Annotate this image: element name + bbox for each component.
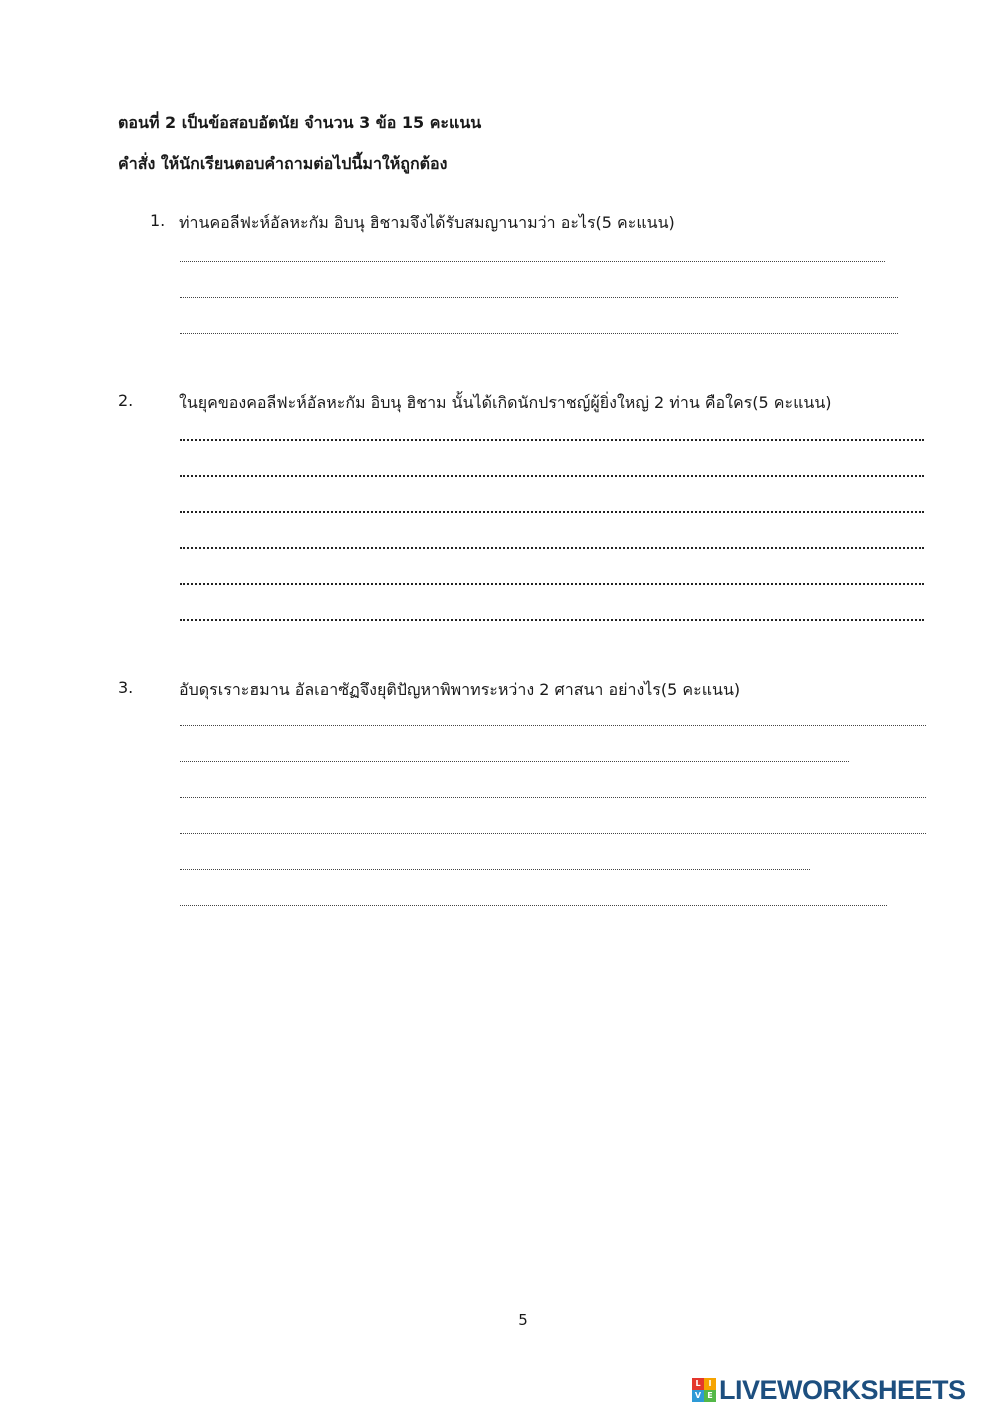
answer-line-2-4[interactable]	[180, 547, 924, 549]
liveworksheets-logo-icon: L I V E	[692, 1378, 716, 1402]
answer-line-1-1[interactable]	[180, 261, 885, 262]
answer-line-3-2[interactable]	[180, 761, 849, 762]
answer-line-3-6[interactable]	[180, 905, 887, 906]
answer-line-1-2[interactable]	[180, 297, 898, 298]
answer-line-3-3[interactable]	[180, 797, 926, 798]
question-1-text: ท่านคอลีฟะห์อัลหะกัม อิบนุ ฮิชามจึงได้รับสมญานามว่า อะไร(5 คะแนน)	[179, 213, 675, 232]
question-3-number: 3.	[118, 678, 134, 697]
question-1-number: 1.	[150, 211, 166, 230]
answer-line-2-3[interactable]	[180, 511, 924, 513]
logo-text: LIVEWORKSHEETS	[719, 1374, 966, 1405]
answer-line-2-2[interactable]	[180, 475, 924, 477]
answer-line-3-5[interactable]	[180, 869, 810, 870]
answer-line-3-4[interactable]	[180, 833, 926, 834]
question-2-number: 2.	[118, 391, 134, 410]
page-number: 5	[518, 1311, 528, 1329]
question-2-text: ในยุคของคอลีฟะห์อัลหะกัม อิบนุ ฮิชาม นั้นได้เกิดนักปราชญ์ผู้ยิ่งใหญ่ 2 ท่าน คือใคร(5 คะแนน)	[179, 393, 832, 412]
answer-line-1-3[interactable]	[180, 333, 898, 334]
instruction-text: คำสั่ง ให้นักเรียนตอบคำถามต่อไปนี้มาให้ถูกต้อง	[118, 154, 448, 173]
question-3-text: อับดุรเราะฮมาน อัลเอาซัฏจึงยุติปัญหาพิพาทระหว่าง 2 ศาสนา อย่างไร(5 คะแนน)	[179, 680, 741, 699]
answer-line-2-1[interactable]	[180, 439, 924, 441]
answer-line-2-5[interactable]	[180, 583, 924, 585]
answer-line-2-6[interactable]	[180, 619, 924, 621]
section-title: ตอนที่ 2 เป็นข้อสอบอัตนัย จำนวน 3 ข้อ 15 คะแนน	[118, 113, 482, 132]
answer-line-3-1[interactable]	[180, 725, 926, 726]
liveworksheets-logo	[692, 1374, 966, 1406]
